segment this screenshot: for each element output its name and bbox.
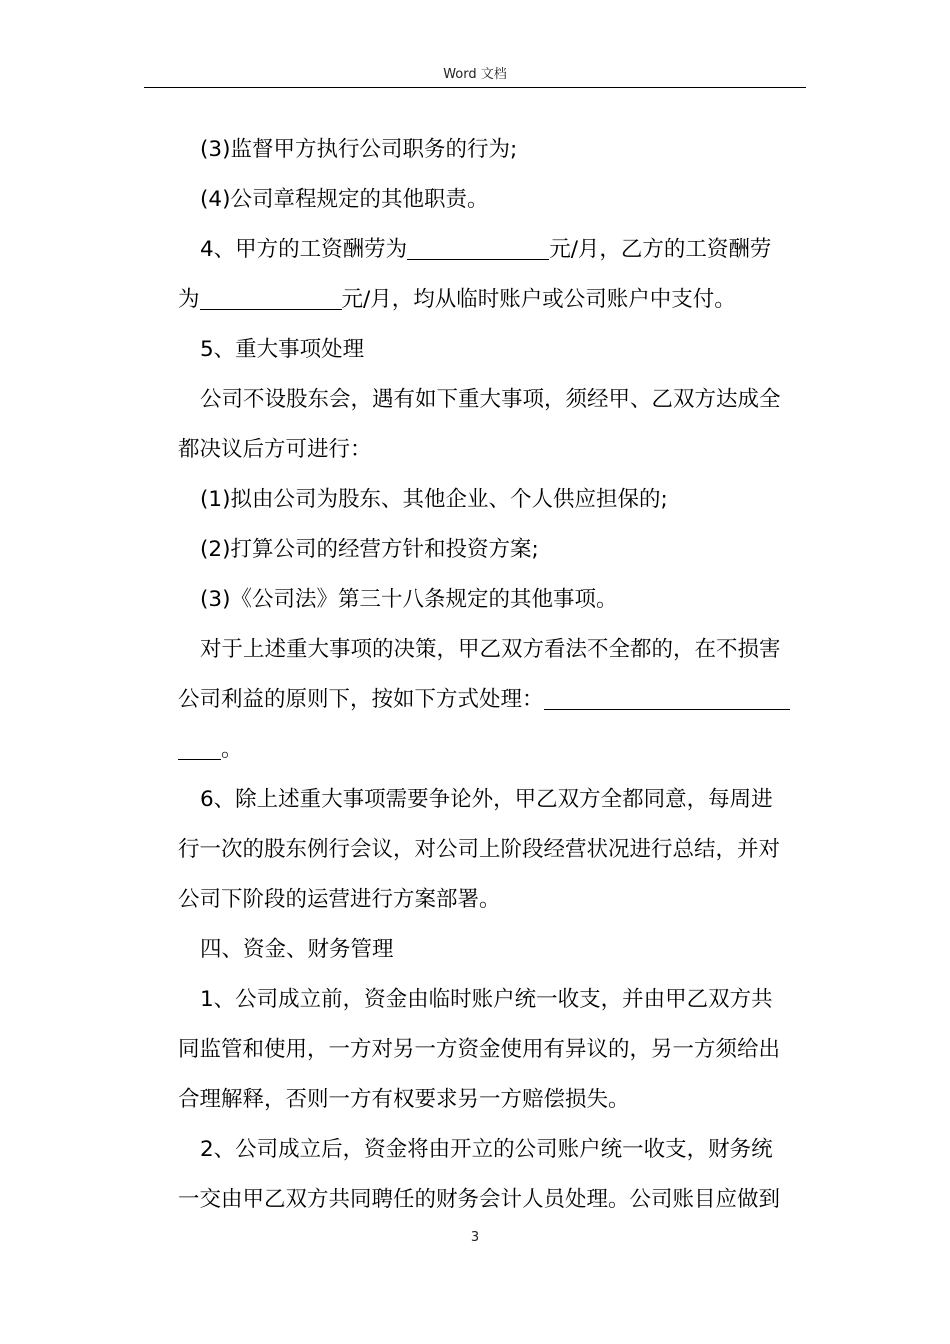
line-text: 为	[178, 287, 200, 312]
fill-in-blank	[407, 235, 549, 260]
page-number: 3	[470, 1230, 480, 1245]
line-text: 元/月，均从临时账户或公司账户中支付。	[341, 287, 736, 312]
paragraph-line: (2)打算公司的经营方针和投资方案;	[200, 537, 539, 562]
paragraph-line: 一交由甲乙双方共同聘任的财务会计人员处理。公司账目应做到	[178, 1187, 781, 1212]
paragraph-line: (1)拟由公司为股东、其他企业、个人供应担保的;	[200, 487, 668, 512]
paragraph-line: 对于上述重大事项的决策，甲乙双方看法不全都的，在不损害	[200, 637, 781, 662]
line-text: 。	[221, 737, 243, 762]
paragraph-line: 6、除上述重大事项需要争论外，甲乙双方全都同意，每周进	[200, 787, 773, 812]
paragraph-line: 公司下阶段的运营进行方案部署。	[178, 887, 501, 912]
fill-in-blank	[200, 285, 342, 310]
paragraph-line: 2、公司成立后，资金将由开立的公司账户统一收支，财务统	[200, 1137, 773, 1162]
document-body	[178, 125, 808, 1225]
paragraph-line: (3)监督甲方执行公司职务的行为;	[200, 137, 518, 162]
line-text: 4、甲方的工资酬劳为	[200, 237, 408, 262]
paragraph-line	[178, 225, 808, 275]
paragraph-line: 都决议后方可进行：	[178, 437, 372, 462]
line-text: 公司利益的原则下，按如下方式处理：	[178, 687, 544, 712]
fill-in-blank	[178, 735, 221, 760]
paragraph-line: (4)公司章程规定的其他职责。	[200, 187, 489, 212]
paragraph-line: 同监管和使用，一方对另一方资金使用有异议的，另一方须给出	[178, 1037, 781, 1062]
section-heading: 5、重大事项处理	[200, 337, 365, 362]
paragraph-line: 公司不设股东会，遇有如下重大事项，须经甲、乙双方达成全	[200, 387, 781, 412]
header-rule	[144, 87, 806, 88]
paragraph-line: 合理解释，否则一方有权要求另一方赔偿损失。	[178, 1087, 630, 1112]
header-title: Word 文档	[443, 67, 507, 82]
paragraph-line: (3)《公司法》第三十八条规定的其他事项。	[200, 587, 618, 612]
line-text: 元/月，乙方的工资酬劳	[549, 237, 772, 262]
paragraph-line: 行一次的股东例行会议，对公司上阶段经营状况进行总结，并对	[178, 837, 781, 862]
section-heading: 四、资金、财务管理	[200, 937, 394, 962]
paragraph-line: 1、公司成立前，资金由临时账户统一收支，并由甲乙双方共	[200, 987, 773, 1012]
paragraph-line	[178, 675, 808, 725]
paragraph-line	[178, 725, 808, 775]
fill-in-blank	[544, 685, 790, 710]
paragraph-line	[178, 275, 808, 325]
